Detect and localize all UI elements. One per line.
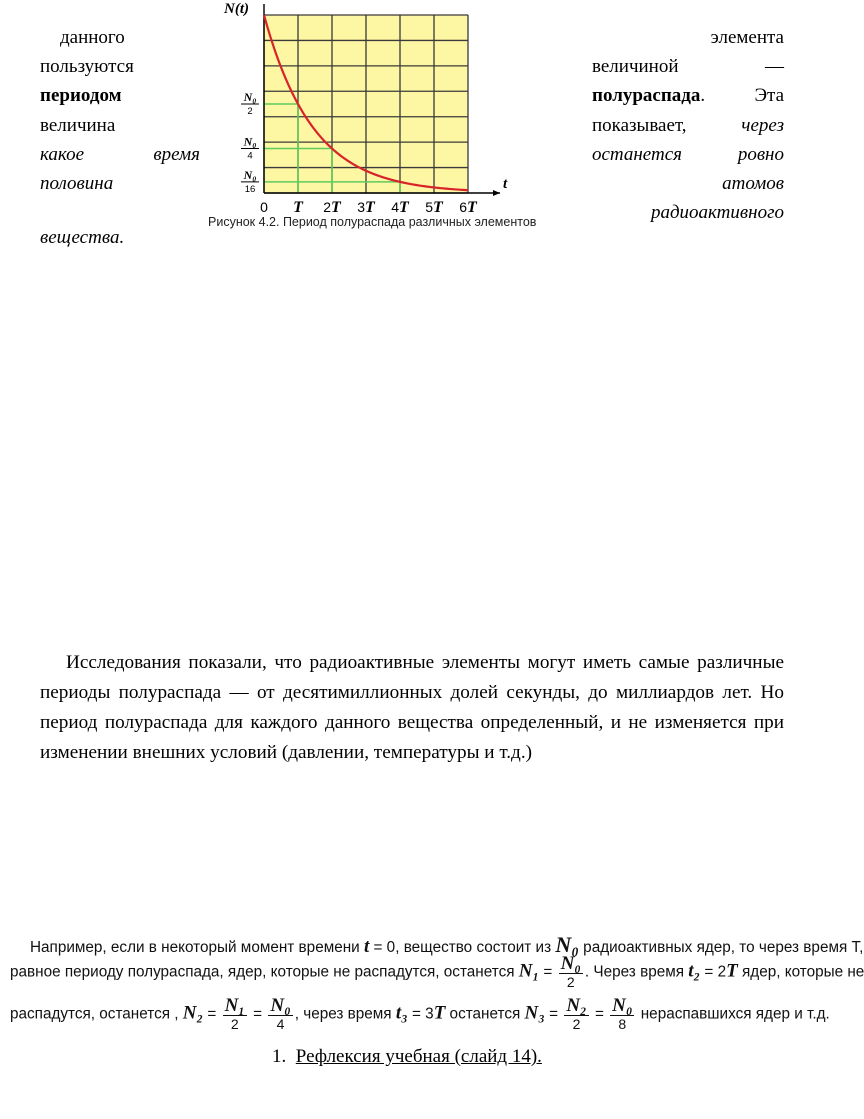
word: атомов xyxy=(722,172,784,194)
dash: — xyxy=(765,56,784,78)
text-line xyxy=(592,23,784,52)
x-tick-label: T xyxy=(293,199,303,216)
text: = 3 xyxy=(407,1005,434,1023)
word: какое xyxy=(40,143,85,165)
equals: = xyxy=(253,1005,263,1023)
text-line xyxy=(40,81,200,110)
text-line xyxy=(592,111,784,140)
example-block xyxy=(0,930,864,1035)
text: . Через время xyxy=(584,963,689,981)
fraction xyxy=(223,996,247,1033)
fraction-den: 2 xyxy=(572,1016,581,1032)
word: элемента xyxy=(710,27,784,48)
math-var: T xyxy=(726,960,738,982)
math-var: N₁ xyxy=(518,960,540,982)
word: Эта xyxy=(754,85,784,107)
text: Например, если в некоторый момент времени xyxy=(30,939,364,956)
y-axis-label: N(t) xyxy=(224,1,249,17)
y-tick-numerator: N₀ xyxy=(243,134,257,149)
text-line xyxy=(592,81,784,110)
text-line xyxy=(40,140,200,169)
equals: = xyxy=(594,1005,604,1023)
reflection-label: Рефлексия учебная (слайд 14). xyxy=(295,1046,542,1067)
text-line xyxy=(40,111,200,140)
paragraph-text: Исследования показали, что радиоактивные элементы могут иметь самые различные периоды полураспада — от десятимиллионных долей секунды, до миллиардов лет. Но период полураспада для каждого данного вещества определенный, и не изменяется при изменении внешних условий (давлении, температуры и т.д.) xyxy=(40,652,784,763)
y-tick-denominator: 2 xyxy=(247,106,253,117)
equals: = xyxy=(549,1005,559,1023)
fraction-den: 2 xyxy=(566,974,575,990)
word: половина xyxy=(40,172,114,194)
fraction xyxy=(559,954,583,991)
x-tick-label: 2T xyxy=(323,199,341,216)
x-tick-label: 5T xyxy=(425,199,443,216)
y-tick-denominator: 16 xyxy=(244,183,256,195)
word: радиоактивного xyxy=(650,202,784,224)
text: нераспавшихся ядер и т.д. xyxy=(640,1005,830,1023)
text: = 0, вещество состоит из xyxy=(369,939,556,956)
x-tick-label: 6T xyxy=(459,199,477,216)
fraction xyxy=(268,996,292,1033)
reflection-item xyxy=(272,1046,542,1068)
text: , через время xyxy=(294,1005,396,1023)
word: величиной xyxy=(592,56,679,78)
figure-caption: Рисунок 4.2. Период полураспада различных элементов xyxy=(208,215,537,229)
x-axis-arrow xyxy=(493,190,500,196)
punctuation: . xyxy=(700,85,706,107)
math-var: T xyxy=(433,1002,446,1024)
y-tick-denominator: 4 xyxy=(247,150,253,162)
y-tick-numerator: N₀ xyxy=(243,167,257,182)
list-number: 1. xyxy=(272,1046,287,1067)
fraction-num: N₂ xyxy=(566,995,587,1016)
fraction-num: N₀ xyxy=(612,995,633,1016)
text: распадутся, останется , xyxy=(10,1005,183,1023)
text-line xyxy=(40,23,200,52)
word: данного xyxy=(60,27,125,48)
word: через xyxy=(741,114,784,136)
x-axis-label: t xyxy=(503,176,508,192)
fraction-den: 8 xyxy=(618,1016,627,1032)
body-paragraph xyxy=(40,648,784,768)
x-tick-label: 4T xyxy=(391,199,409,216)
text: ядер, которые не xyxy=(737,963,864,981)
fraction-num: N₀ xyxy=(560,953,581,974)
word: останется xyxy=(592,143,682,165)
equals: = xyxy=(543,963,553,981)
text-line xyxy=(592,198,784,227)
math-var: t₂ xyxy=(688,960,701,982)
fraction xyxy=(564,996,588,1033)
term-period: периодом xyxy=(40,85,122,107)
example-line-3 xyxy=(10,996,830,1033)
example-line-2 xyxy=(10,954,864,991)
fraction-num: N₁ xyxy=(224,995,245,1016)
word: показывает, xyxy=(592,114,687,136)
math-var: t₃ xyxy=(395,1002,408,1024)
term-half-life: полураспада xyxy=(592,85,701,107)
text-column-right xyxy=(592,23,784,227)
half-life-figure xyxy=(200,0,590,240)
word: пользуются xyxy=(40,56,134,78)
text-column-left xyxy=(40,23,200,198)
word: величина xyxy=(40,114,116,136)
equals: = xyxy=(207,1005,217,1023)
y-tick-numerator: N₀ xyxy=(243,90,257,104)
text: останется xyxy=(445,1005,525,1023)
text-line xyxy=(592,52,784,81)
math-var: N₀ xyxy=(555,932,579,957)
text: равное периоду полураспада, ядер, которые не распадутся, останется xyxy=(10,963,519,981)
half-life-chart xyxy=(200,0,590,215)
text-line xyxy=(40,52,200,81)
x-tick-label: 0 xyxy=(260,199,268,215)
text-line xyxy=(592,169,784,198)
fraction-den: 2 xyxy=(230,1016,239,1032)
text: радиоактивных ядер, то через время Т, xyxy=(578,939,864,956)
math-var: N₂ xyxy=(182,1002,204,1024)
text-tail: вещества. xyxy=(40,227,125,248)
fraction xyxy=(610,996,634,1033)
word: время xyxy=(153,143,200,165)
fraction-num: N₀ xyxy=(270,995,291,1016)
word: ровно xyxy=(737,143,784,165)
math-var: t xyxy=(363,936,370,957)
text-line xyxy=(40,169,200,198)
math-var: N₃ xyxy=(524,1002,545,1024)
x-tick-label: 3T xyxy=(357,199,375,216)
fraction-den: 4 xyxy=(276,1016,285,1032)
text: = 2 xyxy=(700,963,727,981)
text-line xyxy=(592,140,784,169)
